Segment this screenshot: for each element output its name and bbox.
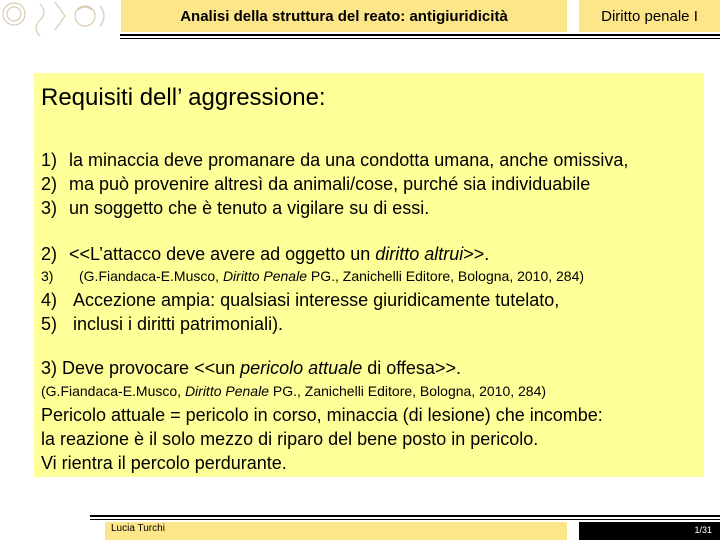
list-item <box>41 174 590 195</box>
citation-text: (G.Fiandaca-E.Musco, <box>41 383 185 399</box>
list-item <box>41 150 628 171</box>
list-text: Accezione ampia: qualsiasi interesse giuridicamente tutelato, <box>73 290 560 310</box>
list-number: 5) <box>41 314 58 334</box>
footer-divider-thin <box>90 519 720 520</box>
footer-author: Lucia Turchi <box>105 522 567 540</box>
closing-line: Vi rientra il percolo perdurante. <box>41 453 287 473</box>
university-seal-logo <box>0 0 120 40</box>
list-text: inclusi i diritti patrimoniali). <box>73 314 284 334</box>
paragraph-text: 3) Deve provocare <<un <box>41 358 241 378</box>
header-separator <box>567 0 579 32</box>
citation-text-end: PG., Zanichelli Editore, Bologna, 2010, 284) <box>306 268 585 284</box>
list-text: ma può provenire altresì da animali/cose, purché sia individuabile <box>69 174 591 194</box>
paragraph-italic: pericolo attuale <box>240 358 363 378</box>
footer-divider <box>90 515 720 517</box>
course-name: Diritto penale I <box>579 0 720 32</box>
list-item <box>41 314 283 335</box>
list-text: un soggetto che è tenuto a vigilare su di essi. <box>69 198 430 218</box>
list-item <box>41 244 489 265</box>
citation-text-end: PG., Zanichelli Editore, Bologna, 2010, 284) <box>268 383 547 399</box>
closing-line: la reazione è il solo mezzo di riparo del bene posto in pericolo. <box>41 429 539 449</box>
citation-italic: Diritto Penale <box>184 383 269 399</box>
header-divider-thin <box>120 38 720 39</box>
header-divider <box>120 34 720 36</box>
list-item <box>41 198 429 219</box>
list-number: 4) <box>41 290 58 310</box>
list-text-italic: diritto altrui <box>375 244 464 264</box>
paragraph <box>41 358 461 379</box>
list-text-end: >>. <box>463 244 490 264</box>
citation-italic: Diritto Penale <box>222 268 307 284</box>
list-text: <<L’attacco deve avere ad oggetto un <box>69 244 376 264</box>
list-number: 2) <box>41 174 58 194</box>
page-number: 1/31 <box>579 522 720 540</box>
slide-heading: Requisiti dell’ aggressione: <box>41 84 326 111</box>
closing-line: Pericolo attuale = pericolo in corso, minaccia (di lesione) che incombe: <box>41 405 603 425</box>
list-number: 1) <box>41 150 58 170</box>
citation <box>41 383 546 399</box>
citation <box>41 268 584 284</box>
citation-text: (G.Fiandaca-E.Musco, <box>79 268 223 284</box>
list-number: 2) <box>41 244 58 264</box>
slide-header-title: Analisi della struttura del reato: antigiuridicità <box>121 0 567 32</box>
list-number: 3) <box>41 198 58 218</box>
paragraph-text-end: di offesa>>. <box>362 358 461 378</box>
list-number: 3) <box>41 268 54 284</box>
list-text: la minaccia deve promanare da una condotta umana, anche omissiva, <box>69 150 629 170</box>
list-item <box>41 290 559 311</box>
